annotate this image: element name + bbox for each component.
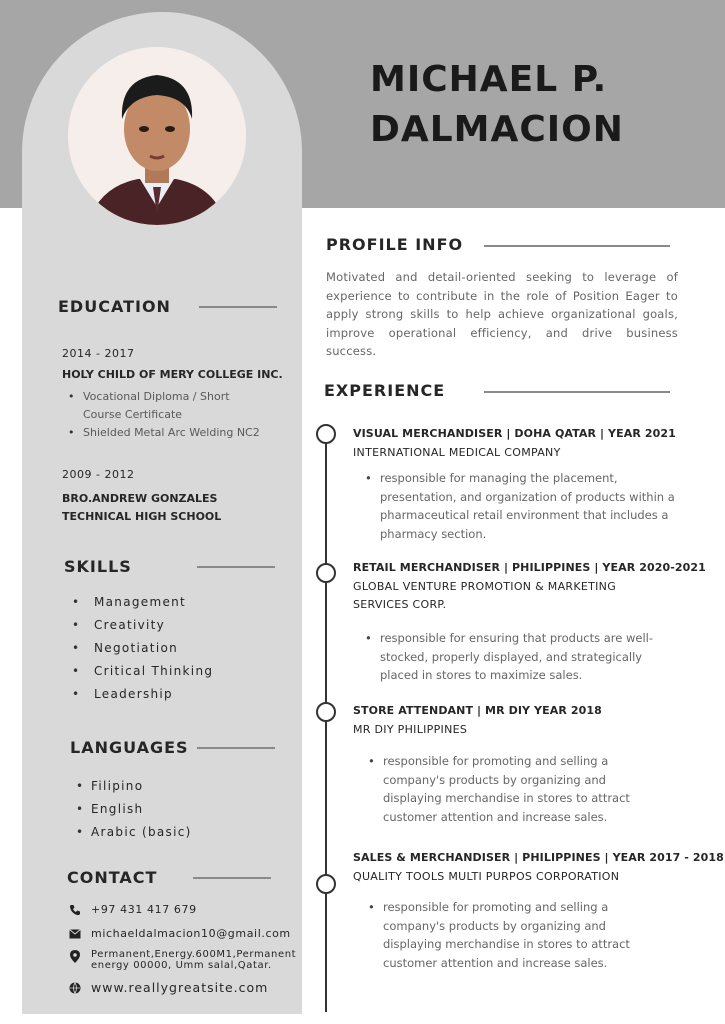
job-company-4: QUALITY TOOLS MULTI PURPOS CORPORATION [353,870,620,883]
contact-phone [68,903,197,917]
globe-icon [68,981,82,995]
skills-title: SKILLS [64,557,132,576]
skill-item: • Creativity [66,614,213,637]
job-desc-2 [363,629,665,685]
job-company-3: MR DIY PHILIPPINES [353,723,468,736]
education-years-2: 2009 - 2012 [62,468,135,481]
job-desc-4 [366,898,646,972]
language-item: • English [70,798,192,821]
timeline-marker [316,702,336,722]
education-title: EDUCATION [58,297,171,316]
education-years-1: 2014 - 2017 [62,347,135,360]
profile-divider [484,245,670,247]
contact-email [68,927,291,941]
list-item: • Shielded Metal Arc Welding NC2 [62,424,292,442]
language-item: • Filipino [70,775,192,798]
experience-title: EXPERIENCE [324,381,446,400]
list-item: • responsible for managing the placement, presentation, and organization of products within a pharmaceutical retail environment that includes a pharmacy section. [363,469,685,543]
contact-divider [193,877,271,879]
name-line-2: DALMACION [370,109,624,150]
phone-icon [68,903,82,917]
skill-item: • Negotiation [66,637,213,660]
languages-divider [197,747,275,749]
list-item: • responsible for ensuring that products are well-stocked, properly displayed, and strategically placed in stores to maximize sales. [363,629,665,685]
profile-title: PROFILE INFO [326,235,464,254]
phone-text: +97 431 417 679 [91,903,197,916]
job-company-1: INTERNATIONAL MEDICAL COMPANY [353,446,561,459]
name-heading [370,55,710,155]
education-school-2: BRO.ANDREW GONZALES TECHNICAL HIGH SCHOOL [62,492,222,523]
job-desc-3 [366,752,646,826]
job-title-2: RETAIL MERCHANDISER | PHILIPPINES | YEAR 2020-2021 [353,561,706,574]
timeline-marker [316,874,336,894]
list-item: • responsible for promoting and selling a company's products by organizing and displaying merchandise in stores to attract customer attention and increase sales. [366,752,646,826]
contact-website [68,981,268,995]
address-text: Permanent,Energy.600M1,Permanent energy 00000, Umm salal,Qatar. [91,949,297,971]
job-title-3: STORE ATTENDANT | MR DIY YEAR 2018 [353,704,602,717]
timeline-marker [316,424,336,444]
job-desc-1 [363,469,685,543]
email-icon [68,927,82,941]
timeline-marker [316,563,336,583]
name-line-1: MICHAEL P. [370,59,608,100]
languages-list [70,775,192,844]
skill-item: • Critical Thinking [66,660,213,683]
list-item: • responsible for promoting and selling a company's products by organizing and displaying merchandise in stores to attract customer attention and increase sales. [366,898,646,972]
languages-title: LANGUAGES [70,738,189,757]
language-item: • Arabic (basic) [70,821,192,844]
list-item: • Vocational Diploma / Short Course Certificate [62,388,262,424]
job-title-4: SALES & MERCHANDISER | PHILIPPINES | YEAR 2017 - 2018 [353,851,724,864]
experience-divider [484,391,670,393]
contact-address [68,949,298,971]
job-company-2: GLOBAL VENTURE PROMOTION & MARKETING SERVICES CORP. [353,580,617,611]
education-divider [199,306,277,308]
profile-photo [68,47,246,225]
email-link[interactable]: michaeldalmacion10@gmail.com [91,927,291,940]
skill-item: • Management [66,591,213,614]
profile-text: Motivated and detail-oriented seeking to leverage of experience to contribute in the role of Position Eager to apply strong skills to help achieve organizational goals, improve operational efficiency, and drive business success. [326,270,678,358]
timeline-line [325,432,327,1012]
contact-title: CONTACT [67,868,158,887]
education-school-1: HOLY CHILD OF MERY COLLEGE INC. [62,368,283,381]
skills-list [66,591,213,706]
location-icon [68,949,82,963]
job-title-1: VISUAL MERCHANDISER | DOHA QATAR | YEAR 2021 [353,427,676,440]
education-items-1 [62,388,292,442]
skill-item: • Leadership [66,683,213,706]
website-link[interactable]: www.reallygreatsite.com [91,980,269,995]
skills-divider [197,566,275,568]
